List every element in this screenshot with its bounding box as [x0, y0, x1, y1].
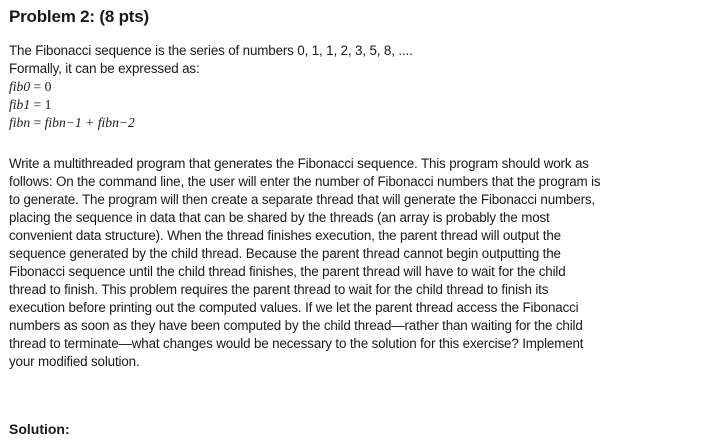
body-line-11: thread to terminate—what changes would be necessary to the solution for this exercise? Implement [9, 336, 584, 351]
formula-fib0 [9, 78, 51, 96]
formula-fibn-eq: = [30, 115, 45, 130]
solution-label: Solution: [9, 421, 70, 437]
formula-fib0-eq: = [30, 79, 45, 94]
formula-fib0-rhs: 0 [44, 79, 52, 94]
formula-fibn [9, 114, 135, 132]
formula-fib1 [9, 96, 51, 114]
body-line-12: your modified solution. [9, 354, 140, 369]
body-line-3: to generate. The program will then create a separate thread that will generate the Fibonacci numbers, [9, 192, 596, 207]
body-line-5: convenient data structure). When the thread finishes execution, the parent thread will output the [9, 228, 561, 243]
problem-document [9, 0, 709, 443]
body-line-10: numbers as soon as they have been computed by the child thread—rather than waiting for the child [9, 318, 583, 333]
formula-fib1-eq: = [30, 97, 45, 112]
formula-fib0-lhs: fib0 [9, 79, 31, 94]
problem-title: Problem 2: (8 pts) [9, 7, 149, 26]
body-line-7: Fibonacci sequence until the child thread finishes, the parent thread will have to wait for the child [9, 264, 566, 279]
body-line-8: thread to finish. This problem requires the parent thread to wait for the child thread to finish its [9, 282, 549, 297]
body-line-6: sequence generated by the child thread. Because the parent thread cannot begin outputting the [9, 246, 561, 261]
body-line-4: placing the sequence in data that can be shared by the threads (an array is probably the most [9, 210, 550, 225]
intro-line-1: The Fibonacci sequence is the series of numbers 0, 1, 1, 2, 3, 5, 8, .... [9, 43, 413, 58]
formula-fibn-lhs: fibn [9, 115, 31, 130]
body-line-1: Write a multithreaded program that generates the Fibonacci sequence. This program should work as [9, 156, 589, 171]
formula-fibn-rhs: fibn−1 + fibn−2 [44, 115, 135, 130]
body-line-9: execution before printing out the computed values. If we let the parent thread access the Fibonacci [9, 300, 579, 315]
body-line-2: follows: On the command line, the user will enter the number of Fibonacci numbers that the program is [9, 174, 601, 189]
intro-line-2: Formally, it can be expressed as: [9, 61, 200, 76]
formula-fib1-rhs: 1 [44, 97, 52, 112]
formula-fib1-lhs: fib1 [9, 97, 31, 112]
